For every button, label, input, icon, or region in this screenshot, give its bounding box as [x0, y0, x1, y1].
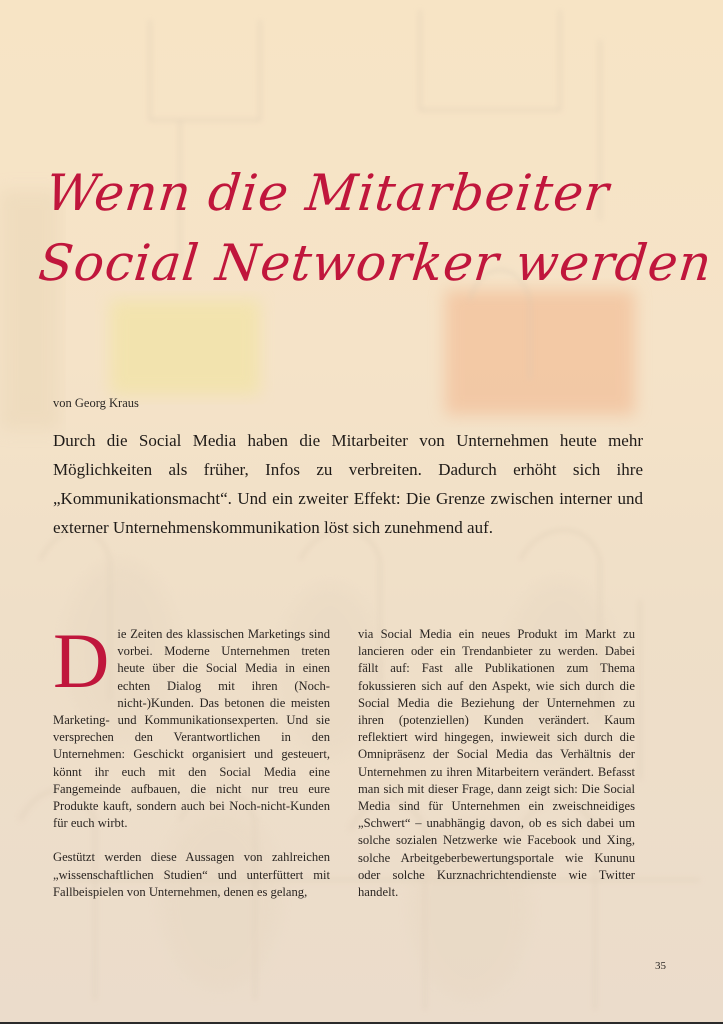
article-title — [35, 158, 716, 298]
title-line-2: Social Networker werden — [35, 234, 716, 292]
title-line-1: Wenn die Mitarbeiter — [43, 164, 613, 222]
body-column-left — [53, 617, 330, 901]
body-paragraph: Gestützt werden diese Aussagen von zahlreichen „wissenschaftlichen Studien“ und unterfüttert mit Fallbeispielen von Unternehmen, denen es gelang, — [53, 850, 330, 899]
lead-paragraph: Durch die Social Media haben die Mitarbeiter von Unternehmen heute mehr Möglichkeiten als früher, Infos zu verbreiten. Dadurch erhöht sich ihre „Kommunikationsmacht“. Und ein zweiter Effekt: Die Grenze zwischen interner und externer Unternehmenskommunikation löst sich zunehmend auf. — [53, 431, 643, 537]
paragraph-text: ie Zeiten des klassischen Marketings sind vorbei. Moderne Unternehmen treten heute über die Social Media in einen echten Dialog mit ihren (Noch-nicht-)Kunden. Das betonen die meisten Marketing- und Kommunikationsexperten. Und sie versprechen den Verantwortlichen in den Unternehmen: Geschickt organisiert und gesteuert, könnt ihr euch mit den Social Media eine Fangemeinde aufbauen, die nicht nur treu eure Produkte kauft, sondern auch bei Noch-nicht-Kunden für euch wirbt. — [53, 627, 330, 831]
author-byline: von Georg Kraus — [53, 396, 139, 410]
body-paragraph — [53, 617, 330, 832]
page-number: 35 — [655, 960, 666, 972]
drop-cap: D — [53, 617, 110, 704]
body-column-right — [358, 626, 635, 901]
body-paragraph: via Social Media ein neues Produkt im Markt zu lancieren oder ein Trendanbieter zu werden. Dabei fällt auf: Fast alle Publikationen zum Thema fokussieren sich auf den Aspekt, wie sich durch die Social Media die Beziehung der Unternehmen zu ihren (potenziellen) Kunden verändert. Kaum reflektiert wird hingegen, inwieweit sich durch die Omnipräsenz der Social Media das Verhältnis der Unternehmen zu ihren Mitarbeitern verändert. Befasst man sich mit dieser Frage, dann zeigt sich: Die Social Media sind für Unternehmen ein zweischneidiges „Schwert“ – unabhängig davon, ob es sich dabei um solche sozialen Netzwerke wie Facebook und Xing, solche Arbeitgeberbewertungsportale wie Kununu oder solche Kurznachrichtendienste wie Twitter handelt. — [358, 627, 635, 900]
